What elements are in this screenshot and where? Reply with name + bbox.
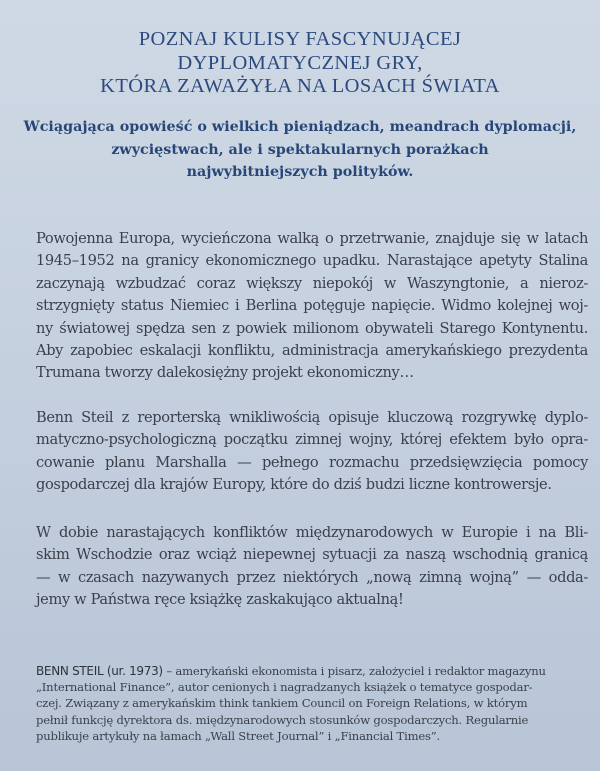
cover-headline — [0, 28, 600, 99]
tagline-line: najwybitniejszych polityków. — [186, 164, 414, 180]
paragraph-line: Powojenna Europa, wycieńczona walką o przetrwanie, znajduje się w latach — [36, 230, 588, 247]
paragraph-line: 1945–1952 na granicy ekonomicznego upadku. Narastające apetyty Stalina — [36, 252, 588, 270]
paragraph-line: matyczno-psychologiczną początku zimnej wojny, której efektem było opra- — [36, 431, 588, 449]
paragraph-line: zaczynają wzbudzać coraz większy niepokój w Waszyngtonie, a nieroz- — [36, 274, 588, 292]
author-birth-year: (ur. 1973) — [106, 664, 163, 678]
bio-line: „International Finance”, autor cenionych i nagradzanych książek o tematyce gospodar- — [36, 680, 533, 695]
author-bio — [36, 663, 588, 744]
bio-line: pełnił funkcję dyrektora ds. międzynarodowych stosunków gospodarczych. Regularnie — [36, 712, 529, 727]
blurb-paragraph-1 — [36, 228, 588, 385]
paragraph-line: Aby zapobiec eskalacji konfliktu, administracja amerykańskiego prezydenta — [36, 342, 588, 360]
paragraph-line: skim Wschodzie oraz wciąż niepewnej sytuacji za naszą wschodnią granicą — [36, 546, 588, 564]
headline-line: KTÓRA ZAWAŻYŁA NA LOSACH ŚWIATA — [100, 75, 500, 97]
tagline-line: zwycięstwach, ale i spektakularnych porażkach — [111, 141, 489, 158]
paragraph-line: ny światowej spędza sen z powiek milionom obywateli Starego Kontynentu. — [36, 319, 588, 337]
paragraph-line: Benn Steil z reporterską wnikliwością opisuje kluczową rozgrywkę dyplo- — [36, 409, 588, 426]
tagline-line: Wciągająca opowieść o wielkich pieniądzach, meandrach dyplomacji, — [23, 119, 577, 135]
paragraph-line: strzygnięty status Niemiec i Berlina potęguje napięcie. Widmo kolejnej woj- — [36, 297, 588, 315]
bio-line: czej. Związany z amerykańskim think tankiem Council on Foreign Relations, w którym — [36, 696, 528, 711]
author-name: BENN STEIL — [36, 664, 104, 678]
paragraph-line: jemy w Państwa ręce książkę zaskakująco aktualną! — [36, 591, 404, 609]
paragraph-line: Trumana tworzy dalekosiężny projekt ekonomiczny… — [36, 364, 414, 382]
paragraph-line: cowanie planu Marshalla — pełnego rozmachu przedsięwzięcia pomocy — [36, 453, 588, 471]
bio-first-line-text: – amerykański ekonomista i pisarz, założyciel i redaktor magazynu — [162, 664, 546, 678]
bio-line — [36, 663, 588, 679]
headline-line: POZNAJ KULISY FASCYNUJĄCEJ — [138, 28, 462, 50]
paragraph-line: W dobie narastających konfliktów międzynarodowych w Europie i na Bli- — [36, 524, 588, 541]
cover-tagline — [0, 116, 600, 184]
bio-line: publikuje artykuły na łamach „Wall Street Journal” i „Financial Times”. — [36, 728, 441, 743]
blurb-paragraph-3 — [36, 522, 588, 612]
paragraph-line: gospodarczej dla krajów Europy, które do dziś budzi liczne kontrowersje. — [36, 476, 552, 494]
blurb-paragraph-2 — [36, 407, 588, 497]
paragraph-line: — w czasach nazywanych przez niektórych „nową zimną wojną” — odda- — [36, 568, 588, 586]
headline-line: DYPLOMATYCZNEJ GRY, — [177, 51, 423, 74]
